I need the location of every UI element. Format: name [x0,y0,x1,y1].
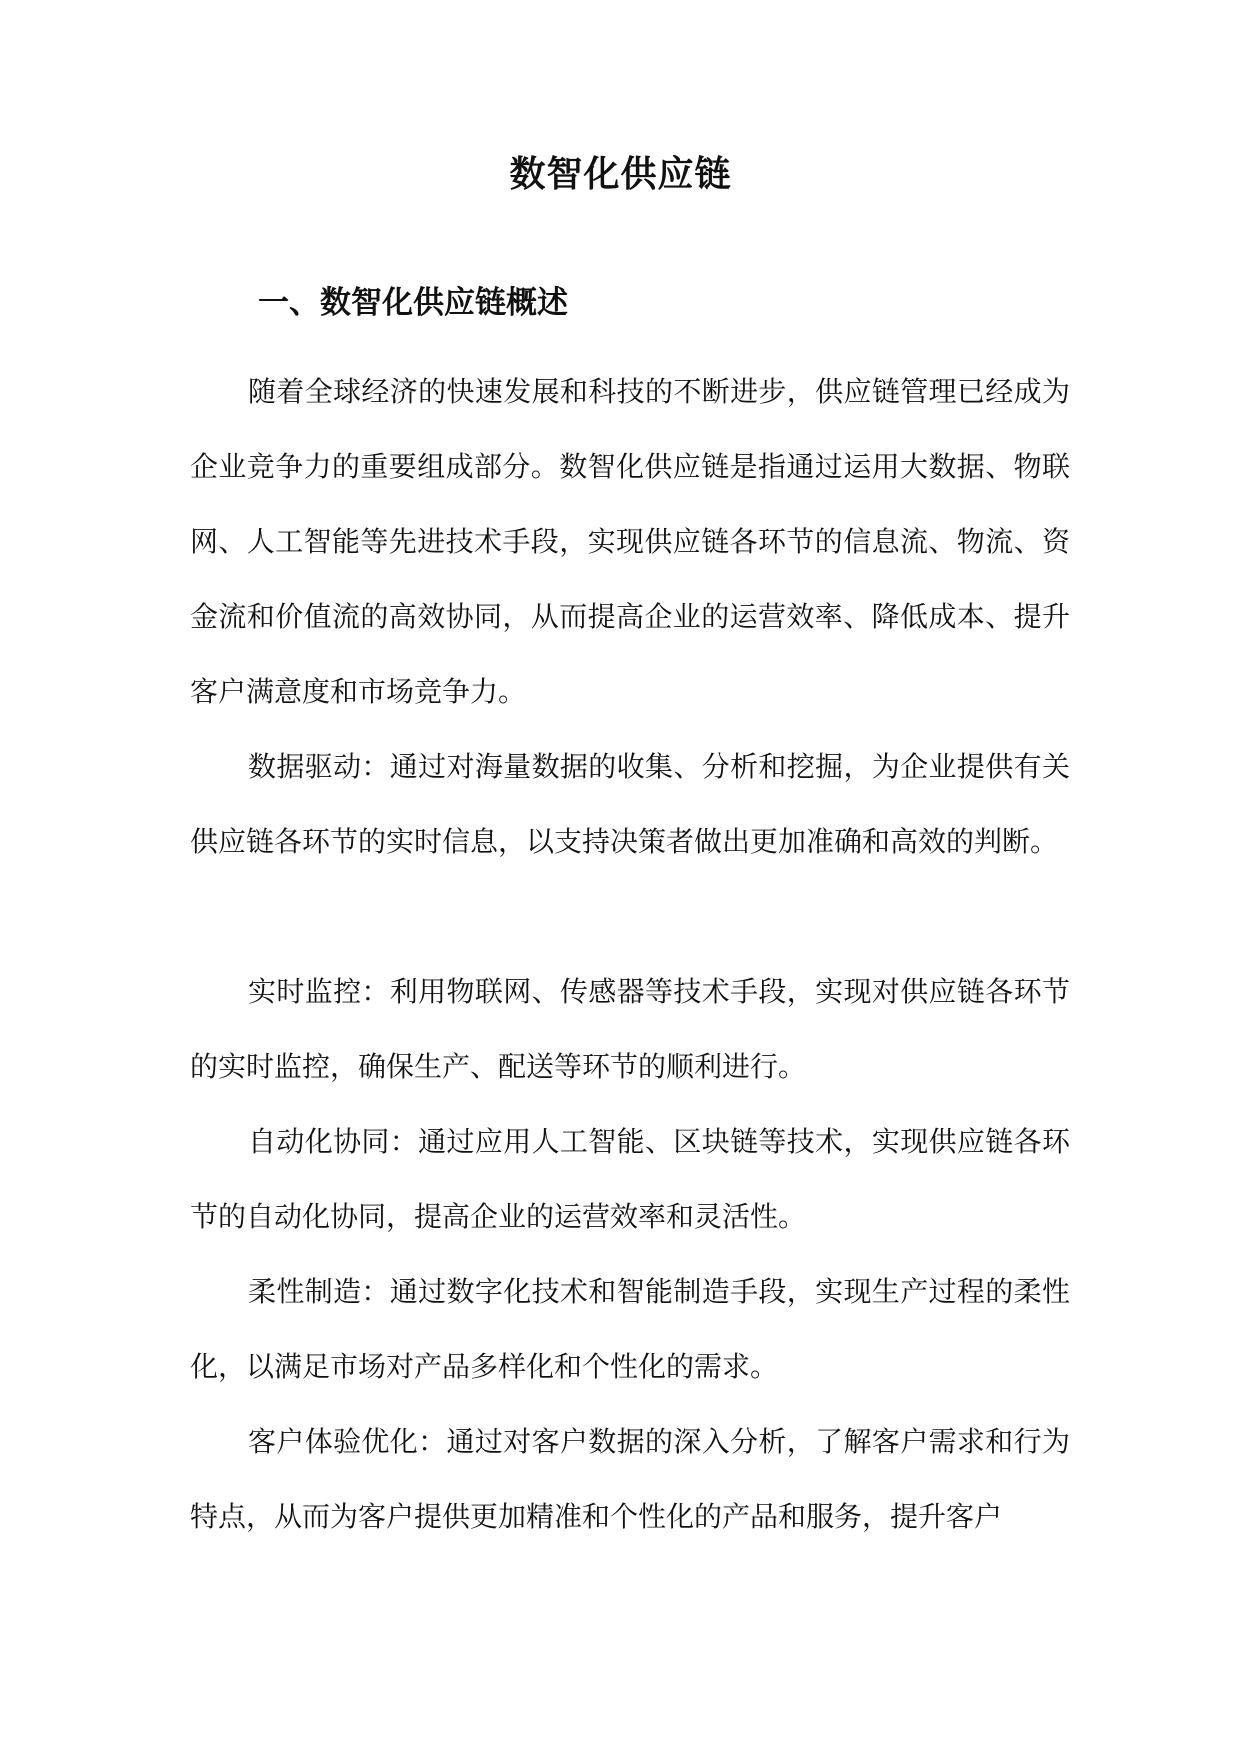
paragraph-real-time-monitoring: 实时监控：利用物联网、传感器等技术手段，实现对供应链各环节的实时监控，确保生产、配送等环节的顺利进行。 [190,975,1070,1083]
section-heading: 一、数智化供应链概述 [258,285,568,321]
paragraph-customer-experience: 客户体验优化：通过对客户数据的深入分析，了解客户需求和行为特点，从而为客户提供更加精准和个性化的产品和服务，提升客户 [190,1425,1070,1533]
paragraph-data-driven: 数据驱动：通过对海量数据的收集、分析和挖掘，为企业提供有关供应链各环节的实时信息，以支持决策者做出更加准确和高效的判断。 [190,750,1070,858]
paragraph-overview: 随着全球经济的快速发展和科技的不断进步，供应链管理已经成为企业竞争力的重要组成部分。数智化供应链是指通过运用大数据、物联网、人工智能等先进技术手段，实现供应链各环节的信息流、物流、资金流和价值流的高效协同，从而提高企业的运营效率、降低成本、提升客户满意度和市场竞争力。 [190,375,1070,708]
paragraph-automated-collaboration: 自动化协同：通过应用人工智能、区块链等技术，实现供应链各环节的自动化协同，提高企业的运营效率和灵活性。 [190,1125,1070,1233]
paragraph-flexible-manufacturing: 柔性制造：通过数字化技术和智能制造手段，实现生产过程的柔性化，以满足市场对产品多样化和个性化的需求。 [190,1275,1070,1383]
document-title: 数智化供应链 [509,153,732,195]
